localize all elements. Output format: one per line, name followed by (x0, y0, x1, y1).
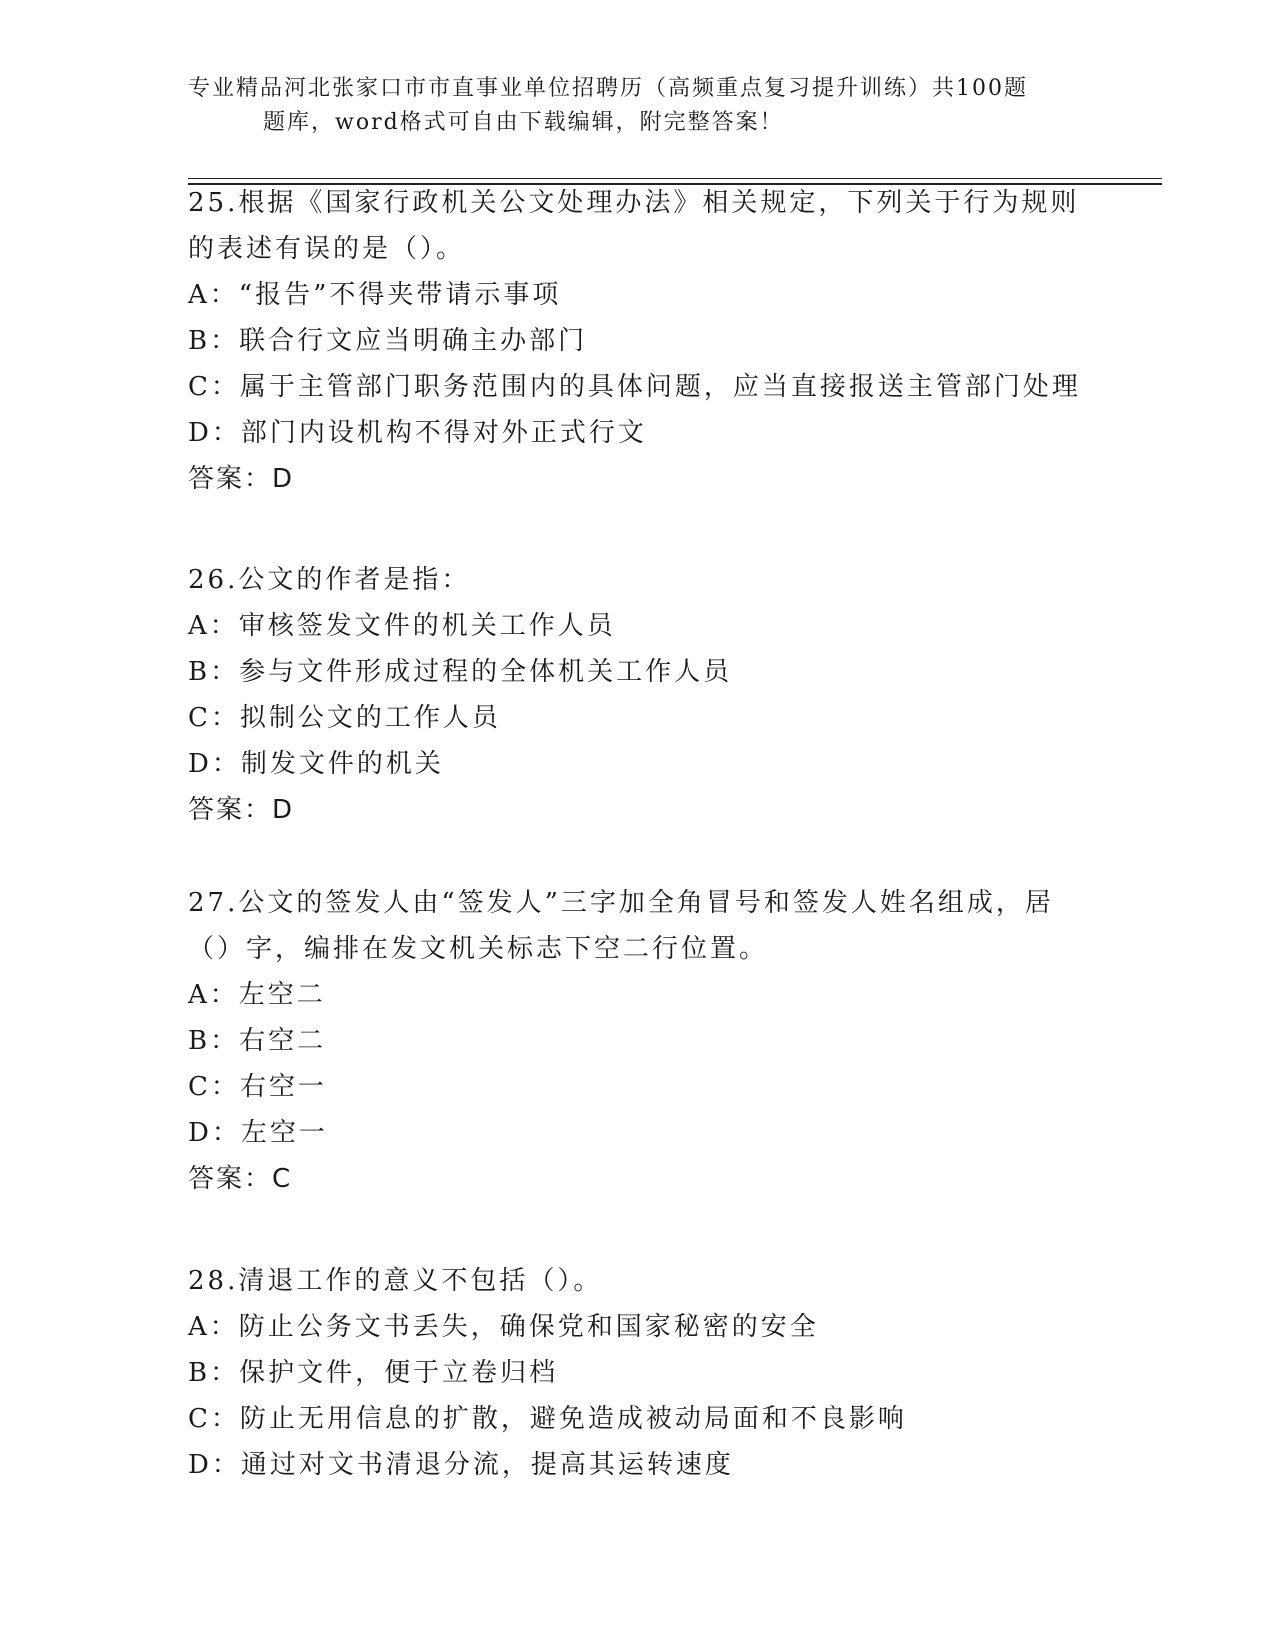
header-title-line-2: 题库，word格式可自由下载编辑，附完整答案！ (263, 110, 784, 135)
option-a: A：审核签发文件的机关工作人员 (188, 611, 616, 641)
question-28 (188, 1258, 1088, 1488)
option-c: C：右空一 (188, 1072, 327, 1102)
answer-label: 答案：D (188, 464, 295, 494)
option-a: A：左空二 (188, 980, 326, 1010)
question-26 (188, 557, 1088, 833)
question-stem: 28.清退工作的意义不包括（）。 (188, 1266, 603, 1296)
question-stem-continued: 的表述有误的是（）。 (188, 234, 466, 264)
option-b: B：保护文件，便于立卷归档 (188, 1358, 559, 1388)
question-27 (188, 880, 1088, 1202)
option-c: C：拟制公文的工作人员 (188, 703, 501, 733)
answer-label: 答案：C (188, 1164, 293, 1194)
header-title-line-1: 专业精品河北张家口市市直事业单位招聘历（高频重点复习提升训练）共100题 (188, 76, 1028, 101)
option-a: A：“报告”不得夹带请示事项 (188, 280, 562, 310)
option-b: B：参与文件形成过程的全体机关工作人员 (188, 657, 733, 687)
question-stem-continued: （）字，编排在发文机关标志下空二行位置。 (188, 934, 769, 964)
question-stem: 27.公文的签发人由“签发人”三字加全角冒号和签发人姓名组成，居 (188, 888, 1054, 918)
header-rule-thin (188, 178, 1162, 179)
question-stem: 26.公文的作者是指： (188, 565, 471, 595)
option-a: A：防止公务文书丢失，确保党和国家秘密的安全 (188, 1312, 819, 1342)
question-25 (188, 180, 1088, 502)
answer-label: 答案：D (188, 795, 295, 825)
option-d: D：制发文件的机关 (188, 749, 444, 779)
document-header (188, 72, 1068, 140)
option-c: C：属于主管部门职务范围内的具体问题，应当直接报送主管部门处理 (188, 372, 1081, 402)
option-d: D：通过对文书清退分流，提高其运转速度 (188, 1450, 734, 1480)
option-b: B：联合行文应当明确主办部门 (188, 326, 588, 356)
option-d: D：左空一 (188, 1118, 328, 1148)
option-b: B：右空二 (188, 1026, 327, 1056)
option-c: C：防止无用信息的扩散，避免造成被动局面和不良影响 (188, 1404, 907, 1434)
question-stem: 25.根据《国家行政机关公文处理办法》相关规定，下列关于行为规则 (188, 188, 1080, 218)
option-d: D：部门内设机构不得对外正式行文 (188, 418, 647, 448)
